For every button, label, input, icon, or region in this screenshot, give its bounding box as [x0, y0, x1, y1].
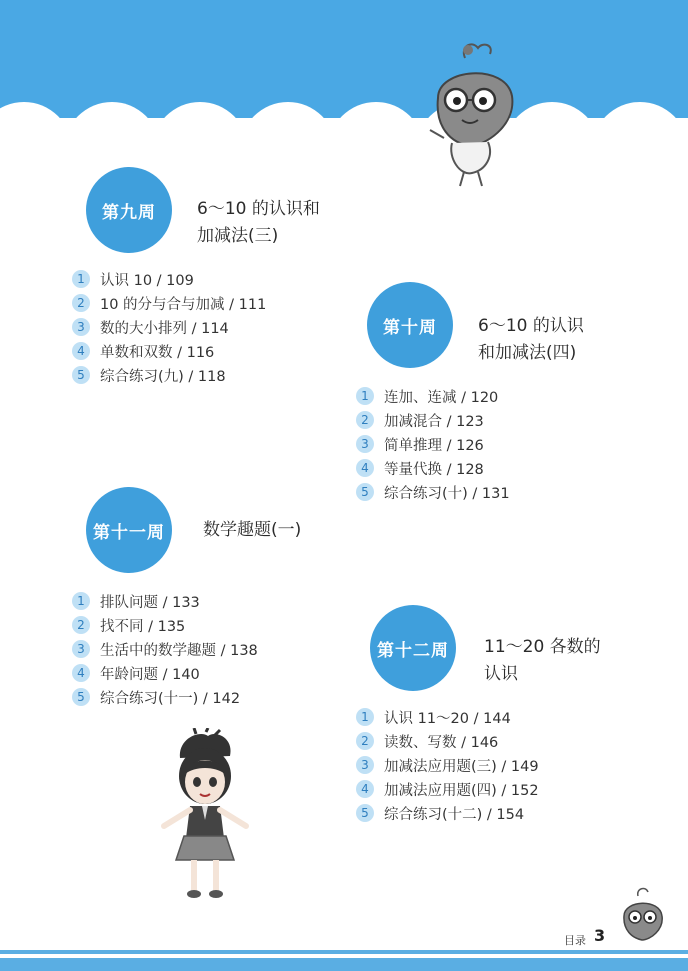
item-text: 读数、写数 / 146 — [384, 734, 499, 751]
lesson-list-week-9 — [72, 267, 266, 387]
week-title-10 — [478, 313, 584, 367]
list-item[interactable] — [72, 637, 258, 661]
item-number: 4 — [356, 780, 374, 798]
week-title-line: 加减法(三) — [197, 226, 279, 246]
item-text: 生活中的数学趣题 / 138 — [100, 642, 258, 659]
top-cloud-band — [0, 0, 688, 160]
week-badge-9: 第九周 — [86, 167, 172, 253]
list-item[interactable] — [356, 456, 510, 480]
item-number: 1 — [72, 270, 90, 288]
item-number: 4 — [72, 664, 90, 682]
lesson-list-week-11 — [72, 589, 258, 709]
list-item[interactable] — [356, 480, 510, 504]
week-title-11 — [203, 517, 301, 544]
item-text: 加减混合 / 123 — [384, 413, 484, 430]
bottom-stripe — [0, 958, 688, 971]
item-text: 年龄问题 / 140 — [100, 666, 200, 683]
item-number: 3 — [72, 318, 90, 336]
week-badge-12: 第十二周 — [370, 605, 456, 691]
lesson-list-week-12 — [356, 705, 539, 825]
list-item[interactable] — [356, 777, 539, 801]
item-number: 3 — [356, 756, 374, 774]
item-text: 综合练习(九) / 118 — [100, 368, 226, 385]
week-title-line: 11～20 各数的 — [484, 637, 601, 657]
week-title-line: 认识 — [484, 664, 518, 684]
lesson-list-week-10 — [356, 384, 510, 504]
item-number: 4 — [72, 342, 90, 360]
item-number: 2 — [356, 411, 374, 429]
page-number: 3 — [594, 926, 606, 945]
item-text: 加减法应用题(三) / 149 — [384, 758, 539, 775]
item-text: 10 的分与合与加减 / 111 — [100, 296, 267, 313]
list-item[interactable] — [356, 753, 539, 777]
week-title-9 — [197, 196, 320, 250]
item-number: 5 — [72, 366, 90, 384]
item-text: 等量代换 / 128 — [384, 461, 484, 478]
item-text: 连加、连减 / 120 — [384, 389, 499, 406]
item-text: 单数和双数 / 116 — [100, 344, 215, 361]
item-number: 1 — [356, 708, 374, 726]
item-number: 1 — [356, 387, 374, 405]
item-number: 3 — [72, 640, 90, 658]
item-number: 3 — [356, 435, 374, 453]
list-item[interactable] — [72, 685, 258, 709]
item-number: 2 — [72, 616, 90, 634]
list-item[interactable] — [72, 339, 266, 363]
list-item[interactable] — [72, 613, 258, 637]
list-item[interactable] — [72, 661, 258, 685]
item-number: 1 — [72, 592, 90, 610]
week-title-line: 6～10 的认识 — [478, 316, 584, 336]
item-text: 排队问题 / 133 — [100, 594, 200, 611]
item-text: 认识 10 / 109 — [100, 272, 194, 289]
week-badge-11: 第十一周 — [86, 487, 172, 573]
list-item[interactable] — [72, 291, 266, 315]
item-text: 加减法应用题(四) / 152 — [384, 782, 539, 799]
item-number: 2 — [72, 294, 90, 312]
list-item[interactable] — [356, 801, 539, 825]
girl-illustration-icon — [150, 728, 260, 913]
list-item[interactable] — [72, 315, 266, 339]
item-text: 综合练习(十二) / 154 — [384, 806, 525, 823]
item-number: 5 — [72, 688, 90, 706]
item-text: 综合练习(十一) / 142 — [100, 690, 241, 707]
list-item[interactable] — [356, 384, 510, 408]
footer-label: 目录 — [564, 934, 586, 947]
small-mascot-icon — [614, 886, 670, 944]
item-number: 5 — [356, 804, 374, 822]
item-number: 5 — [356, 483, 374, 501]
item-number: 4 — [356, 459, 374, 477]
list-item[interactable] — [356, 408, 510, 432]
item-text: 数的大小排列 / 114 — [100, 320, 229, 337]
list-item[interactable] — [72, 363, 266, 387]
item-number: 2 — [356, 732, 374, 750]
list-item[interactable] — [72, 589, 258, 613]
item-text: 认识 11～20 / 144 — [384, 710, 511, 727]
list-item[interactable] — [72, 267, 266, 291]
list-item[interactable] — [356, 705, 539, 729]
week-title-line: 和加减法(四) — [478, 343, 577, 363]
week-title-line: 6～10 的认识和 — [197, 199, 320, 219]
list-item[interactable] — [356, 432, 510, 456]
week-title-12 — [484, 634, 601, 688]
item-text: 简单推理 / 126 — [384, 437, 484, 454]
week-title-line: 数学趣题(一) — [203, 520, 302, 540]
item-text: 找不同 / 135 — [100, 618, 186, 635]
week-badge-10: 第十周 — [367, 282, 453, 368]
bottom-stripe — [0, 950, 688, 954]
mascot-icon — [420, 38, 530, 188]
item-text: 综合练习(十) / 131 — [384, 485, 510, 502]
list-item[interactable] — [356, 729, 539, 753]
